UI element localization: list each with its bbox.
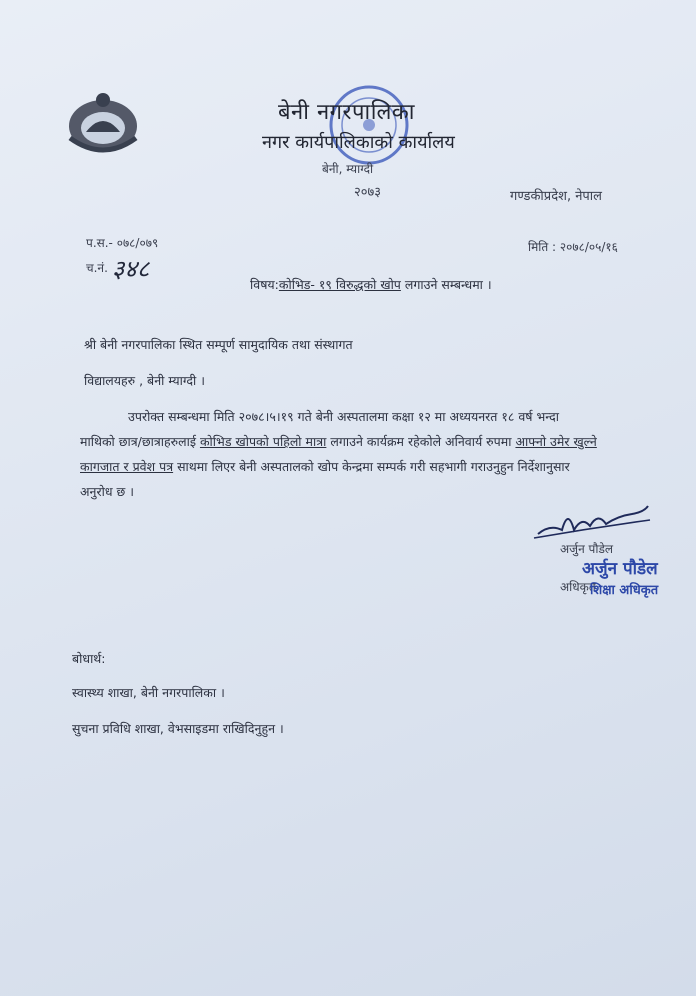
recipient-line-1: श्री बेनी नगरपालिका स्थित सम्पूर्ण सामुदायिक तथा संस्थागत xyxy=(84,337,353,352)
recipient-line-2: विद्यालयहरु , बेनी म्याग्दी । xyxy=(84,373,205,388)
subject-line xyxy=(250,276,492,293)
dispatch-label: च.नं. xyxy=(86,261,108,275)
subject-text: कोभिड- १९ विरुद्धको खोप xyxy=(278,277,401,292)
body-line: उपरोक्त सम्बन्धमा मिति २०७८।५।१९ गते बेनी अस्पतालमा कक्षा १२ मा अध्ययनरत १८ वर्ष भन्दा xyxy=(128,409,560,424)
office-name: नगर कार्यपालिकाको कार्यालय xyxy=(262,132,455,153)
letter-body xyxy=(80,404,660,504)
letter-date: मिति : २०७८/०५/१६ xyxy=(528,240,618,254)
dispatch-ref xyxy=(86,252,149,285)
body-line xyxy=(80,429,660,454)
body-highlight: कागजात र प्रवेश पत्र xyxy=(80,459,174,474)
signatory-title: अधिकृत xyxy=(560,580,596,594)
body-line xyxy=(80,454,660,479)
body-text: माथिको छात्र/छात्राहरुलाई xyxy=(80,434,196,449)
signatory-name: अर्जुन पौडेल xyxy=(560,542,614,556)
nepal-emblem-icon xyxy=(60,88,146,158)
province: गण्डकीप्रदेश, नेपाल xyxy=(510,189,602,204)
subject-label: विषय: xyxy=(250,277,279,292)
body-highlight: आफ्नो उमेर खुल्ने xyxy=(515,434,597,449)
org-name: बेनी नगरपालिका xyxy=(278,100,415,125)
stamp-title: शिक्षा अधिकृत xyxy=(590,583,659,598)
signature xyxy=(532,494,652,542)
fiscal-year-ref: प.स.- ०७८/०७९ xyxy=(86,236,159,250)
cc-item: स्वास्थ्य शाखा, बेनी नगरपालिका । xyxy=(72,685,225,700)
stamp-name: अर्जुन पौडेल xyxy=(582,559,658,579)
body-line: अनुरोध छ । xyxy=(80,484,134,499)
established-year: २०७३ xyxy=(354,185,382,200)
body-highlight: कोभिड खोपको पहिलो मात्रा xyxy=(199,434,327,449)
dispatch-number: ३४८ xyxy=(111,255,150,283)
office-place: बेनी, म्याग्दी xyxy=(322,162,374,176)
cc-label: बोधार्थ: xyxy=(72,651,106,666)
body-text: लगाउने कार्यक्रम रहेकोले अनिवार्य रुपमा xyxy=(330,434,512,449)
body-text: साथमा लिएर बेनी अस्पतालको खोप केन्द्रमा सम्पर्क गरी सहभागी गराउनुहुन निर्देशानुसार xyxy=(177,459,570,474)
subject-suffix: लगाउने सम्बन्धमा । xyxy=(404,277,492,292)
cc-item: सुचना प्रविधि शाखा, वेभसाइडमा राखिदिनुहुन । xyxy=(72,721,284,736)
